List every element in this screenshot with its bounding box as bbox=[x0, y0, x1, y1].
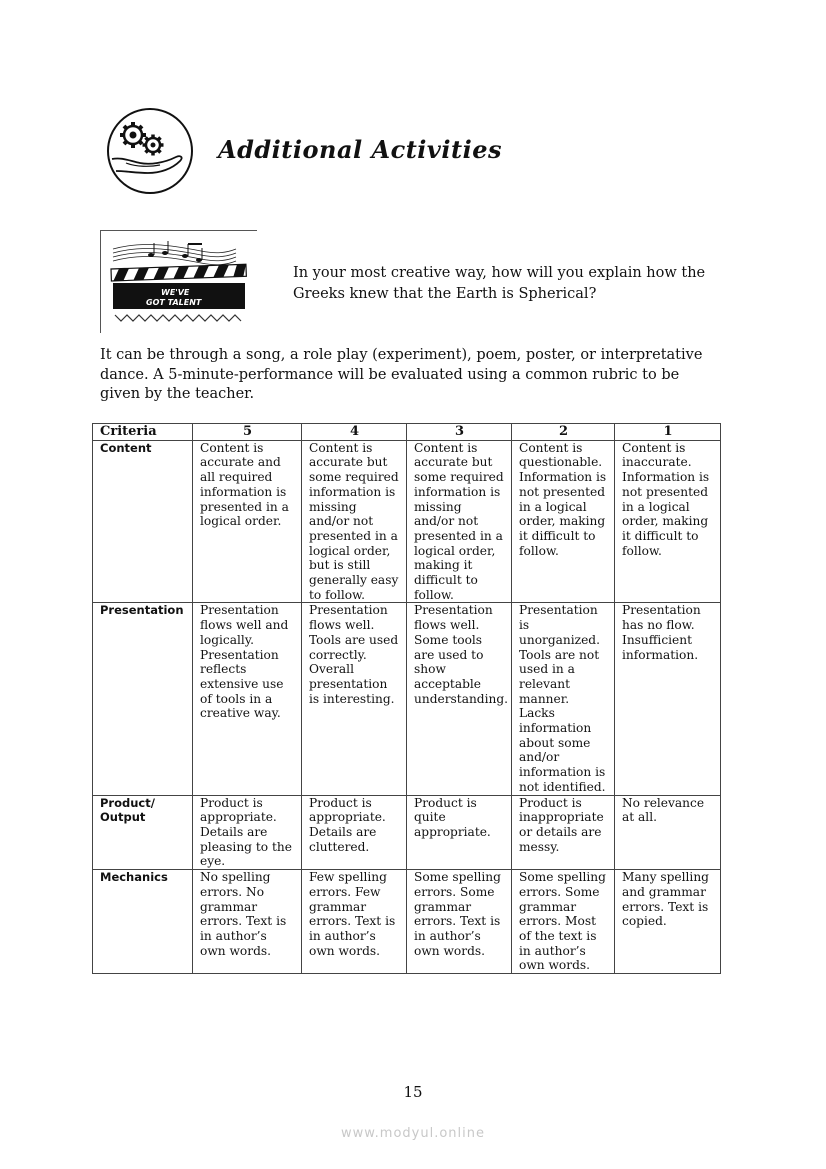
table-cell: Presentation is unorganized. Tools are not used in a relevant manner. Lacks information about some and/or information is not identified. bbox=[512, 603, 615, 795]
table-cell: Some spelling errors. Some grammar errors. Most of the text is in author’s own words. bbox=[512, 870, 615, 974]
table-row bbox=[93, 440, 721, 603]
criteria-mechanics: Mechanics bbox=[93, 870, 193, 974]
table-cell: Product is appropriate. Details are pleasing to the eye. bbox=[193, 795, 302, 870]
intro-line-3: given by the teacher. bbox=[100, 386, 255, 402]
prompt-line-2: Greeks knew that the Earth is Spherical? bbox=[293, 286, 597, 302]
gears-hand-icon bbox=[106, 107, 194, 195]
header-score-4: 4 bbox=[302, 424, 407, 441]
page-number: 15 bbox=[403, 1083, 423, 1101]
criteria-content: Content bbox=[93, 440, 193, 603]
table-cell: Few spelling errors. Few grammar errors. Text is in author’s own words. bbox=[302, 870, 407, 974]
criteria-product-output: Product/ Output bbox=[93, 795, 193, 870]
table-cell: Some spelling errors. Some grammar errors. Text is in author’s own words. bbox=[407, 870, 512, 974]
page-title: Additional Activities bbox=[218, 135, 502, 164]
table-cell: Product is inappropriate or details are messy. bbox=[512, 795, 615, 870]
rubric-table bbox=[92, 423, 721, 974]
table-cell: Presentation has no flow. Insufficient information. bbox=[615, 603, 721, 795]
criteria-presentation: Presentation bbox=[93, 603, 193, 795]
header-score-5: 5 bbox=[193, 424, 302, 441]
table-cell: Presentation flows well. Some tools are used to show acceptable understanding. bbox=[407, 603, 512, 795]
table-cell: Many spelling and grammar errors. Text is copied. bbox=[615, 870, 721, 974]
intro-line-1: It can be through a song, a role play (experiment), poem, poster, or interpretative bbox=[100, 347, 703, 363]
header-criteria: Criteria bbox=[93, 424, 193, 441]
clapper-text-2: GOT TALENT bbox=[146, 298, 202, 307]
table-cell: Product is quite appropriate. bbox=[407, 795, 512, 870]
table-row bbox=[93, 870, 721, 974]
intro-line-2: dance. A 5-minute-performance will be evaluated using a common rubric to be bbox=[100, 366, 680, 383]
header-score-3: 3 bbox=[407, 424, 512, 441]
table-cell: Content is accurate but some required information is missing and/or not presented in a logical order, but is still generally easy to follow. bbox=[302, 440, 407, 603]
table-row bbox=[93, 795, 721, 870]
table-cell: Product is appropriate. Details are cluttered. bbox=[302, 795, 407, 870]
table-cell: Content is inaccurate. Information is not presented in a logical order, making it difficult to follow. bbox=[615, 440, 721, 603]
activity-prompt bbox=[293, 263, 733, 305]
prompt-line-1: In your most creative way, how will you explain how the bbox=[293, 265, 706, 281]
table-cell: Presentation flows well. Tools are used correctly. Overall presentation is interesting. bbox=[302, 603, 407, 795]
header-score-1: 1 bbox=[615, 424, 721, 441]
table-cell: Presentation flows well and logically. Presentation reflects extensive use of tools in a creative way. bbox=[193, 603, 302, 795]
table-cell: No spelling errors. No grammar errors. Text is in author’s own words. bbox=[193, 870, 302, 974]
activity-instructions bbox=[100, 346, 730, 405]
table-cell: Content is questionable. Information is not presented in a logical order, making it difficult to follow. bbox=[512, 440, 615, 603]
table-row bbox=[93, 603, 721, 795]
table-cell: Content is accurate and all required information is presented in a logical order. bbox=[193, 440, 302, 603]
clapperboard-music-icon bbox=[100, 230, 257, 333]
table-cell: Content is accurate but some required information is missing and/or not presented in a logical order, making it difficult to follow. bbox=[407, 440, 512, 603]
header-score-2: 2 bbox=[512, 424, 615, 441]
table-cell: No relevance at all. bbox=[615, 795, 721, 870]
rubric-header-row bbox=[93, 424, 721, 441]
watermark: www.modyul.online bbox=[340, 1126, 486, 1141]
clapper-text-1: WE'VE bbox=[161, 288, 190, 297]
